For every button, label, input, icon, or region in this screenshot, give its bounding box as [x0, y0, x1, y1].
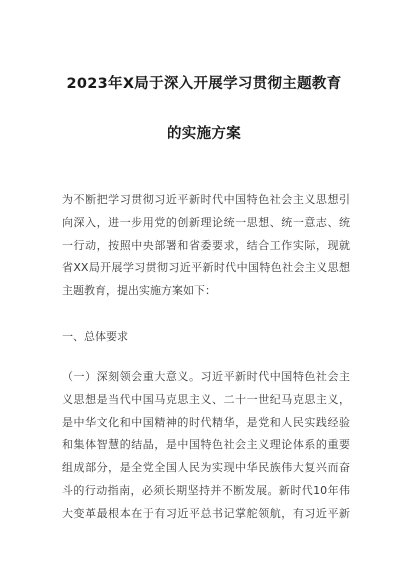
section-line: 组成部分，是全党全国人民为实现中华民族伟大复兴而奋	[62, 461, 350, 475]
section-paragraph	[62, 366, 350, 526]
section-line: （一）深刻领会重大意义。习近平新时代中国特色社会主	[62, 370, 350, 383]
intro-line: 向深入，进一步用党的创新理论统一思想、统一意志、统	[62, 215, 350, 229]
document-title-line-1: 2023年X局于深入开展学习贯彻主题教育	[66, 76, 342, 92]
intro-paragraph	[62, 189, 350, 303]
section-line: 和集体智慧的结晶，是中国特色社会主义理论体系的重要	[62, 438, 350, 452]
intro-line: 为不断把学习贯彻习近平新时代中国特色社会主义思想引	[62, 193, 350, 206]
section-line: 义思想是当代中国马克思主义、二十一世纪马克思主义，	[62, 392, 350, 406]
section-line: 大变革最根本在于有习近平总书记掌舵领航，有习近平新	[62, 506, 350, 520]
document-title-line-2: 的实施方案	[167, 126, 241, 142]
section-line: 是中华文化和中国精神的时代精华，是党和人民实践经验	[62, 415, 350, 429]
section-heading: 一、总体要求	[62, 330, 128, 343]
section-line: 斗的行动指南，必须长期坚持并不断发展。新时代10年伟	[62, 483, 350, 497]
intro-line: 主题教育，提出实施方案如下：	[62, 284, 216, 298]
intro-line: 省XX局开展学习贯彻习近平新时代中国特色社会主义思想	[62, 261, 350, 275]
intro-line: 一行动，按照中央部署和省委要求，结合工作实际，现就	[62, 238, 350, 252]
